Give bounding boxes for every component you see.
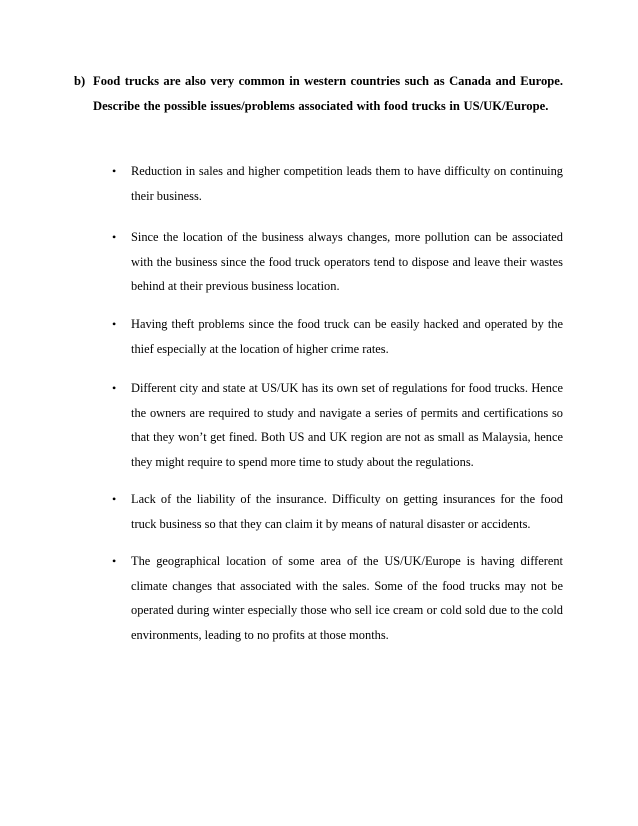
list-item (112, 376, 563, 474)
bullet-text: Reduction in sales and higher competition leads them to have difficulty on continuing their business. (131, 164, 563, 203)
bullet-text: Since the location of the business always changes, more pollution can be associated with the business since the food truck operators tend to dispose and leave their wastes behind at their previous business location. (131, 230, 563, 294)
bullet-icon: • (112, 492, 117, 506)
list-item (112, 225, 563, 299)
bullet-text: Lack of the liability of the insurance. Difficulty on getting insurances for the food truck business so that they can claim it by means of natural disaster or accidents. (131, 492, 563, 531)
bullet-text: The geographical location of some area of the US/UK/Europe is having different climate changes that associated with the sales. Some of the food trucks may not be operated during winter especially those who sell ice cream or cold sold due to the cold environments, leading to no profits at those months. (131, 554, 563, 642)
list-item (112, 312, 563, 361)
list-item (112, 159, 563, 208)
list-item (112, 549, 563, 647)
bullet-text: Having theft problems since the food truck can be easily hacked and operated by the thief especially at the location of higher crime rates. (131, 317, 563, 356)
bullet-icon: • (112, 230, 117, 244)
bullet-icon: • (112, 554, 117, 568)
question-text: Food trucks are also very common in western countries such as Canada and Europe. Describe the possible issues/problems associated with food trucks in US/UK/Europe. (93, 74, 563, 113)
question-b (74, 69, 563, 118)
bullet-icon: • (112, 164, 117, 178)
bullet-icon: • (112, 317, 117, 331)
list-item (112, 487, 563, 536)
question-label: b) (74, 74, 86, 88)
bullet-text: Different city and state at US/UK has its own set of regulations for food trucks. Hence the owners are required to study and navigate a series of permits and certifications so that they won’t get fined. Both US and UK region are not as small as Malaysia, hence they might require to spend more time to study about the regulations. (131, 381, 563, 469)
bullet-icon: • (112, 381, 117, 395)
